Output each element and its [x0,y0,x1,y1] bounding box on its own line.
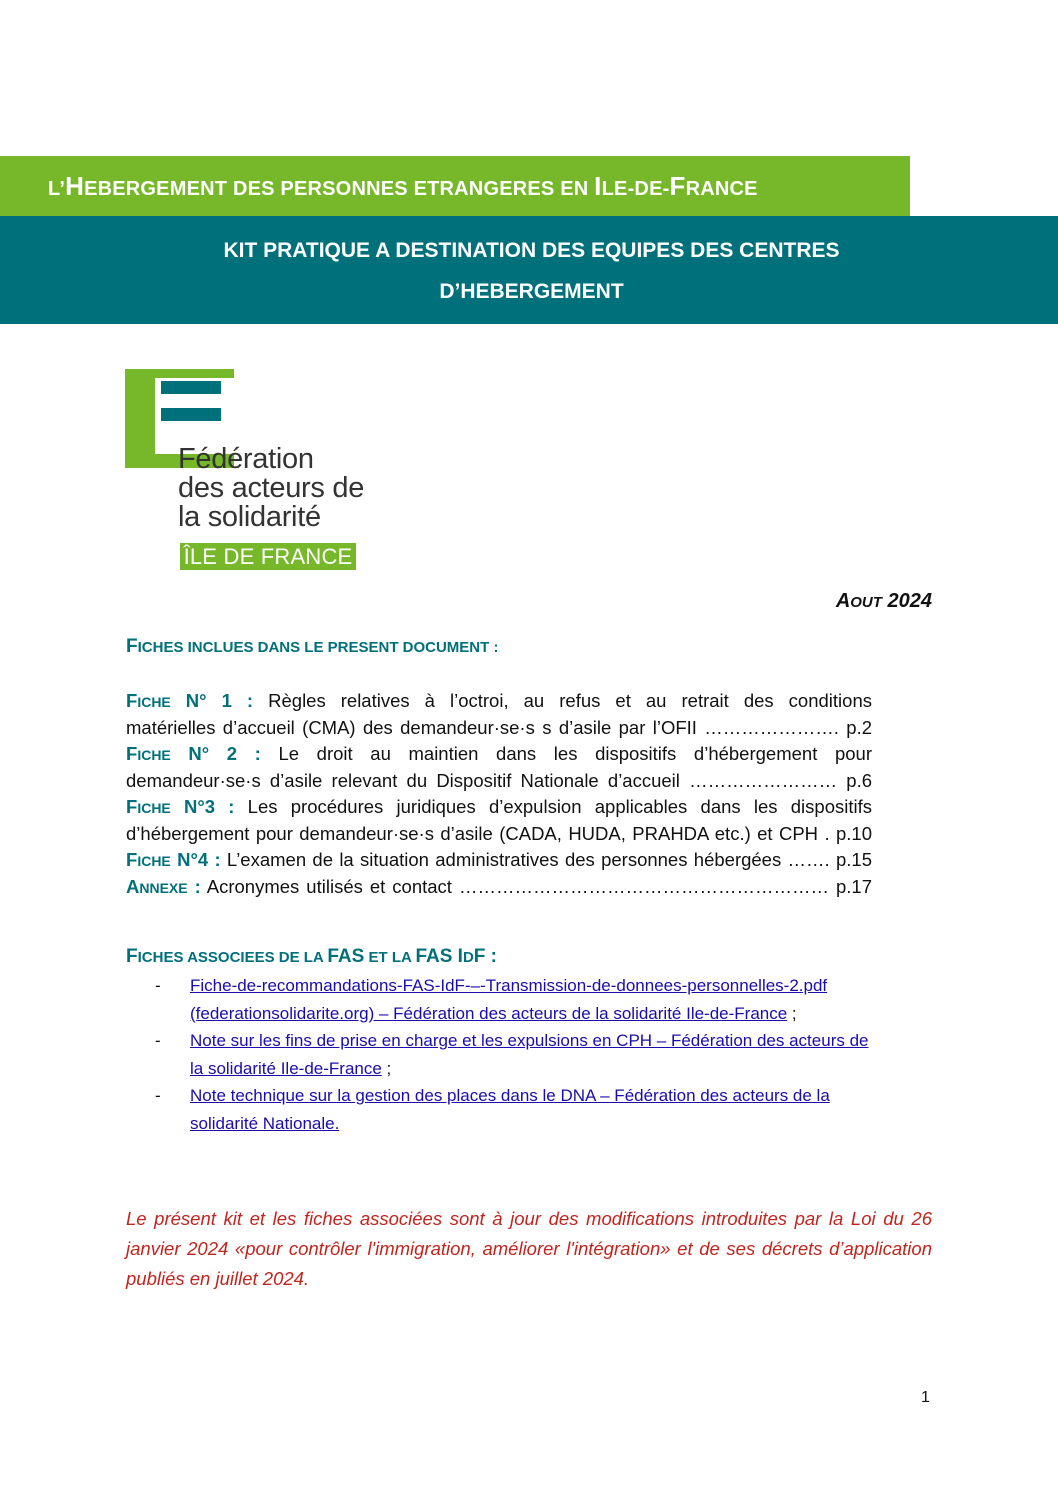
page-number: 1 [921,1389,930,1406]
toc-entry: ANNEXE : Acronymes utilisés et contact …………………………………………………… p.17 [126,876,872,897]
section-title-included-sheets: FICHES INCLUES DANS LE PRESENT DOCUMENT : [126,636,499,657]
toc-entry: FICHE N° 2 : Le droit au maintien dans les dispositifs d’hébergement pour demandeur·se·s d’asile relevant du Dispositif Nationale d’accueil …………………… p.6 [126,743,872,791]
document-date: AOUT 2024 [835,590,932,612]
link-dna-technical-note[interactable]: Note technique sur la gestion des places dans le DNA – Fédération des acteurs de la solidarité Nationale. [190,1086,830,1133]
document-subtitle-band [0,216,1058,324]
subtitle-line: D’HEBERGEMENT [439,280,624,303]
toc-entry: FICHE N° 1 : Règles relatives à l’octroi, au refus et au retrait des conditions matérielles d’accueil (CMA) des demandeur·se·s s d’asile par l’OFII …………………. p.2 [126,690,872,738]
title-part: F [669,171,686,201]
title-part: H [65,171,85,201]
title-part: L’ [48,178,66,200]
legal-update-note: Le présent kit et les fiches associées sont à jour des modifications introduites par la Loi du 26 janvier 2024 «pour contrôler l'immigration, améliorer l'intégration» et de ses décrets d’application publiés en juillet 2024. [126,1208,932,1289]
list-item: - Note technique sur la gestion des places dans le DNA – Fédération des acteurs de la solidarité Nationale. [155,1086,830,1133]
logo-wordmark: Fédération des acteurs de la solidarité [178,443,365,533]
list-item: - Note sur les fins de prise en charge et les expulsions en CPH – Fédération des acteurs de la solidarité Ile-de-France ; [155,1031,869,1078]
title-part: RANCE [685,178,758,200]
title-part: EBERGEMENT DES PERSONNES ETRANGERES EN [84,178,595,200]
link-fas-idf-recommendations[interactable]: Fiche-de-recommandations-FAS-IdF-–-Transmission-de-donnees-personnelles-2.pdf (federationsolidarite.org) – Fédération des acteurs de la solidarité Ile-de-France [190,976,828,1023]
subtitle-line: KIT PRATIQUE A DESTINATION DES EQUIPES DES CENTRES [223,239,840,262]
toc-entry: FICHE N°4 : L’examen de la situation administratives des personnes hébergées ……. p.15 [126,849,872,870]
logo-region-badge: ÎLE DE FRANCE [180,543,356,570]
section-title-associated-sheets: FICHES ASSOCIEES DE LA FAS ET LA FAS IDF : [126,946,498,967]
title-part: I [594,171,602,201]
link-cph-note[interactable]: Note sur les fins de prise en charge et les expulsions en CPH – Fédération des acteurs de la solidarité Ile-de-France [190,1031,869,1078]
document-title-band [0,156,910,216]
table-of-contents [126,688,872,901]
title-part: LE-DE- [601,178,670,200]
fas-logo [125,369,425,574]
list-item: - Fiche-de-recommandations-FAS-IdF-–-Transmission-de-donnees-personnelles-2.pdf (federationsolidarite.org) – Fédération des acteurs de la solidarité Ile-de-France ; [155,976,828,1023]
associated-links-list [155,972,935,1137]
toc-entry: FICHE N°3 : Les procédures juridiques d’expulsion applicables dans les dispositifs d’hébergement pour demandeur·se·s d’asile (CADA, HUDA, PRAHDA etc.) et CPH . p.10 [126,796,872,844]
